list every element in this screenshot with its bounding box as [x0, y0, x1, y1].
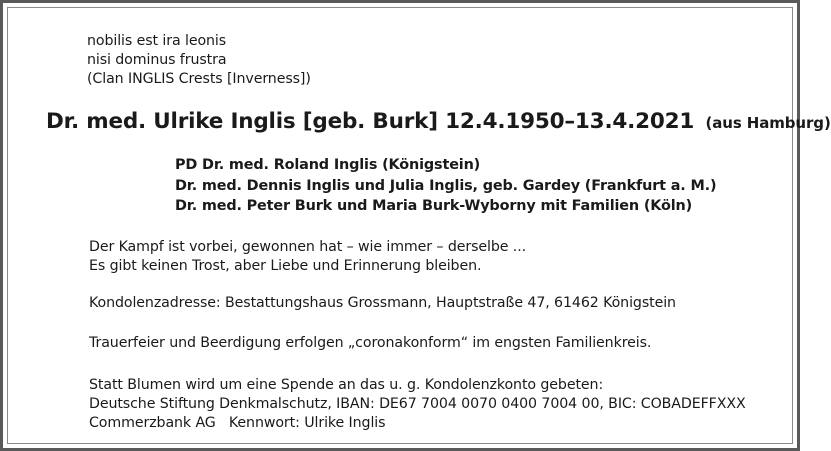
motto-line: nobilis est ira leonis [87, 33, 227, 49]
mourner-line: Dr. med. Peter Burk und Maria Burk-Wyborny mit Familien (Köln) [175, 198, 693, 214]
quote-line: Es gibt keinen Trost, aber Liebe und Erinnerung bleiben. [89, 258, 482, 274]
condolence-address [89, 294, 676, 313]
donation-bank-details: Deutsche Stiftung Denkmalschutz, IBAN: DE67 7004 0070 0400 7004 00, BIC: COBADEFFXXX [89, 396, 746, 412]
donation-block [89, 376, 746, 433]
donation-reference: Commerzbank AG Kennwort: Ulrike Inglis [89, 415, 386, 431]
mourners-list [175, 155, 716, 217]
deceased-headline [46, 107, 831, 138]
ceremony-text: Trauerfeier und Beerdigung erfolgen „coronakonform“ im engsten Familienkreis. [89, 335, 652, 351]
quote-line: Der Kampf ist vorbei, gewonnen hat – wie immer – derselbe ... [89, 239, 527, 255]
ceremony-note [89, 334, 651, 353]
condolence-address-text: Kondolenzadresse: Bestattungshaus Grossmann, Hauptstraße 47, 61462 Königstein [89, 295, 676, 311]
motto-line: nisi dominus frustra [87, 52, 227, 68]
motto-source: (Clan INGLIS Crests [Inverness]) [87, 71, 311, 87]
motto-block [87, 32, 311, 89]
quote-block [89, 238, 526, 276]
mourner-line: PD Dr. med. Roland Inglis (Königstein) [175, 157, 481, 173]
deceased-origin: (aus Hamburg) [705, 114, 831, 132]
donation-request: Statt Blumen wird um eine Spende an das u. g. Kondolenzkonto gebeten: [89, 377, 604, 393]
mourner-line: Dr. med. Dennis Inglis und Julia Inglis, geb. Gardey (Frankfurt a. M.) [175, 177, 717, 194]
deceased-name-dates: Dr. med. Ulrike Inglis [geb. Burk] 12.4.1950–13.4.2021 [46, 109, 695, 134]
